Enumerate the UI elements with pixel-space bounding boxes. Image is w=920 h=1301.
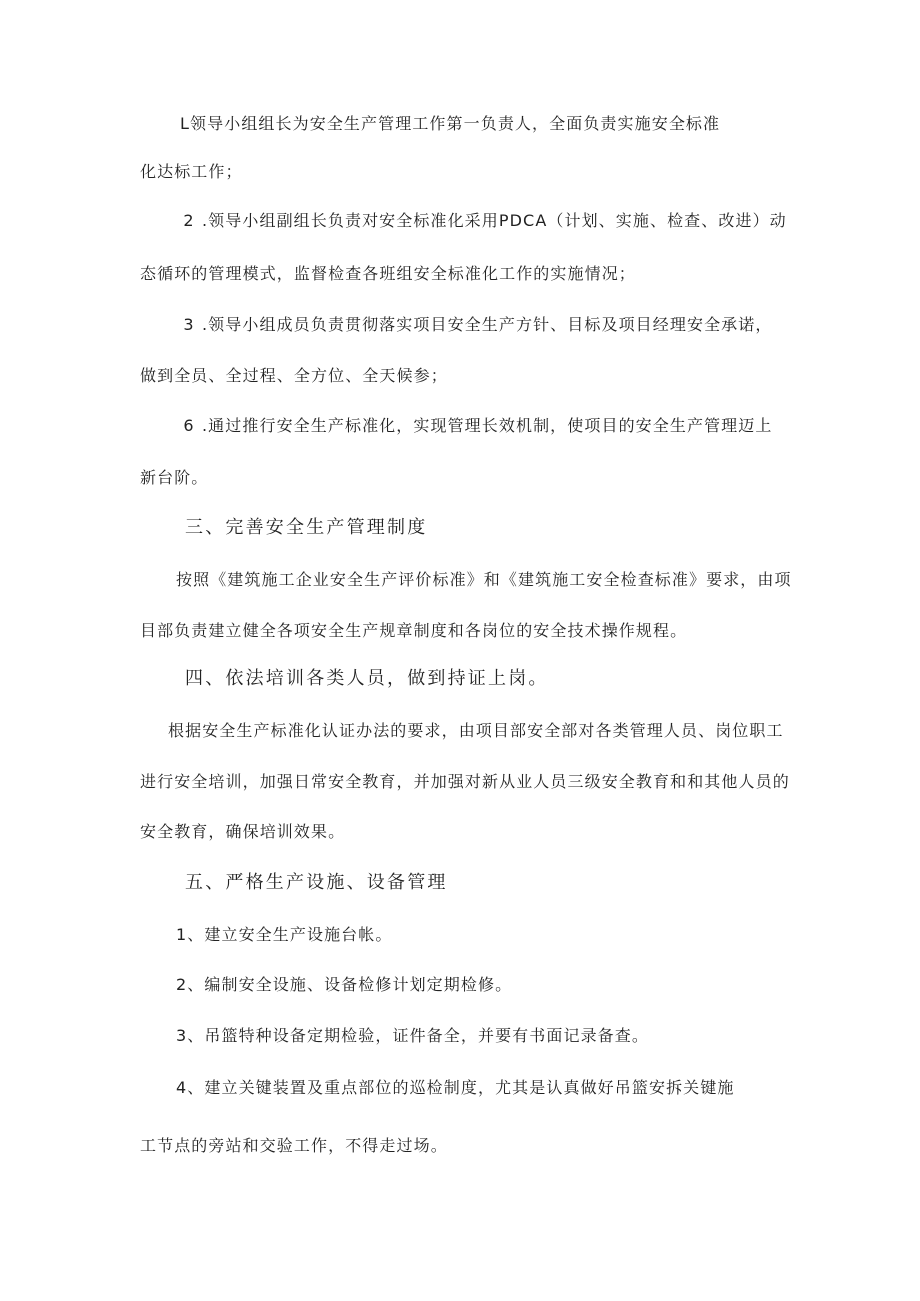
- section-4-para-line-1: 根据安全生产标准化认证办法的要求，由项目部安全部对各类管理人员、岗位职工: [168, 721, 784, 740]
- section-5-item-2: 2、编制安全设施、设备检修计划定期检修。: [176, 975, 513, 994]
- item-3-line-2: 做到全员、全过程、全方位、全天候参；: [140, 366, 448, 385]
- item-2-line-1: [176, 211, 787, 231]
- item-6-line-2: 新台阶。: [140, 468, 209, 487]
- section-5-item-4-line-1: 4、建立关键装置及重点部位的巡检制度，尤其是认真做好吊篮安拆关键施: [176, 1078, 735, 1097]
- item-3-line-1: [176, 315, 773, 335]
- section-5-item-4-line-2: 工节点的旁站和交验工作，不得走过场。: [140, 1136, 448, 1155]
- section-5-heading: 五、严格生产设施、设备管理: [185, 872, 448, 893]
- section-5-item-3: 3、吊篮特种设备定期检验，证件备全，并要有书面记录备查。: [176, 1026, 649, 1045]
- section-5-item-1: 1、建立安全生产设施台帐。: [176, 925, 393, 944]
- item-1-line-1: L领导小组组长为安全生产管理工作第一负责人，全面负责实施安全标准: [180, 114, 721, 133]
- section-3-para-line-2: 目部负责建立健全各项安全生产规章制度和各岗位的安全技术操作规程。: [140, 621, 688, 640]
- item-6-text: .通过推行安全生产标准化，实现管理长效机制，使项目的安全生产管理迈上: [202, 416, 773, 435]
- section-4-heading: 四、依法培训各类人员，做到持证上岗。: [185, 668, 549, 689]
- section-4-para-line-2: 进行安全培训，加强日常安全教育，并加强对新从业人员三级安全教育和和其他人员的: [140, 772, 790, 791]
- item-6-line-1: [176, 416, 773, 436]
- item-1-line-2: 化达标工作；: [140, 162, 243, 181]
- item-2-number: 2: [183, 211, 195, 230]
- section-3-para-line-1: 按照《建筑施工企业安全生产评价标准》和《建筑施工安全检查标准》要求，由项: [176, 570, 792, 589]
- section-4-para-line-3: 安全教育，确保培训效果。: [140, 822, 346, 841]
- item-3-number: 3: [183, 315, 195, 334]
- item-2-text: .领导小组副组长负责对安全标准化采用PDCA（计划、实施、检查、改进）动: [202, 211, 787, 230]
- section-3-heading: 三、完善安全生产管理制度: [185, 517, 428, 538]
- item-3-text: .领导小组成员负责贯彻落实项目安全生产方针、目标及项目经理安全承诺，: [202, 315, 773, 334]
- item-6-number: 6: [183, 416, 195, 435]
- item-2-line-2: 态循环的管理模式，监督检查各班组安全标准化工作的实施情况；: [140, 264, 636, 283]
